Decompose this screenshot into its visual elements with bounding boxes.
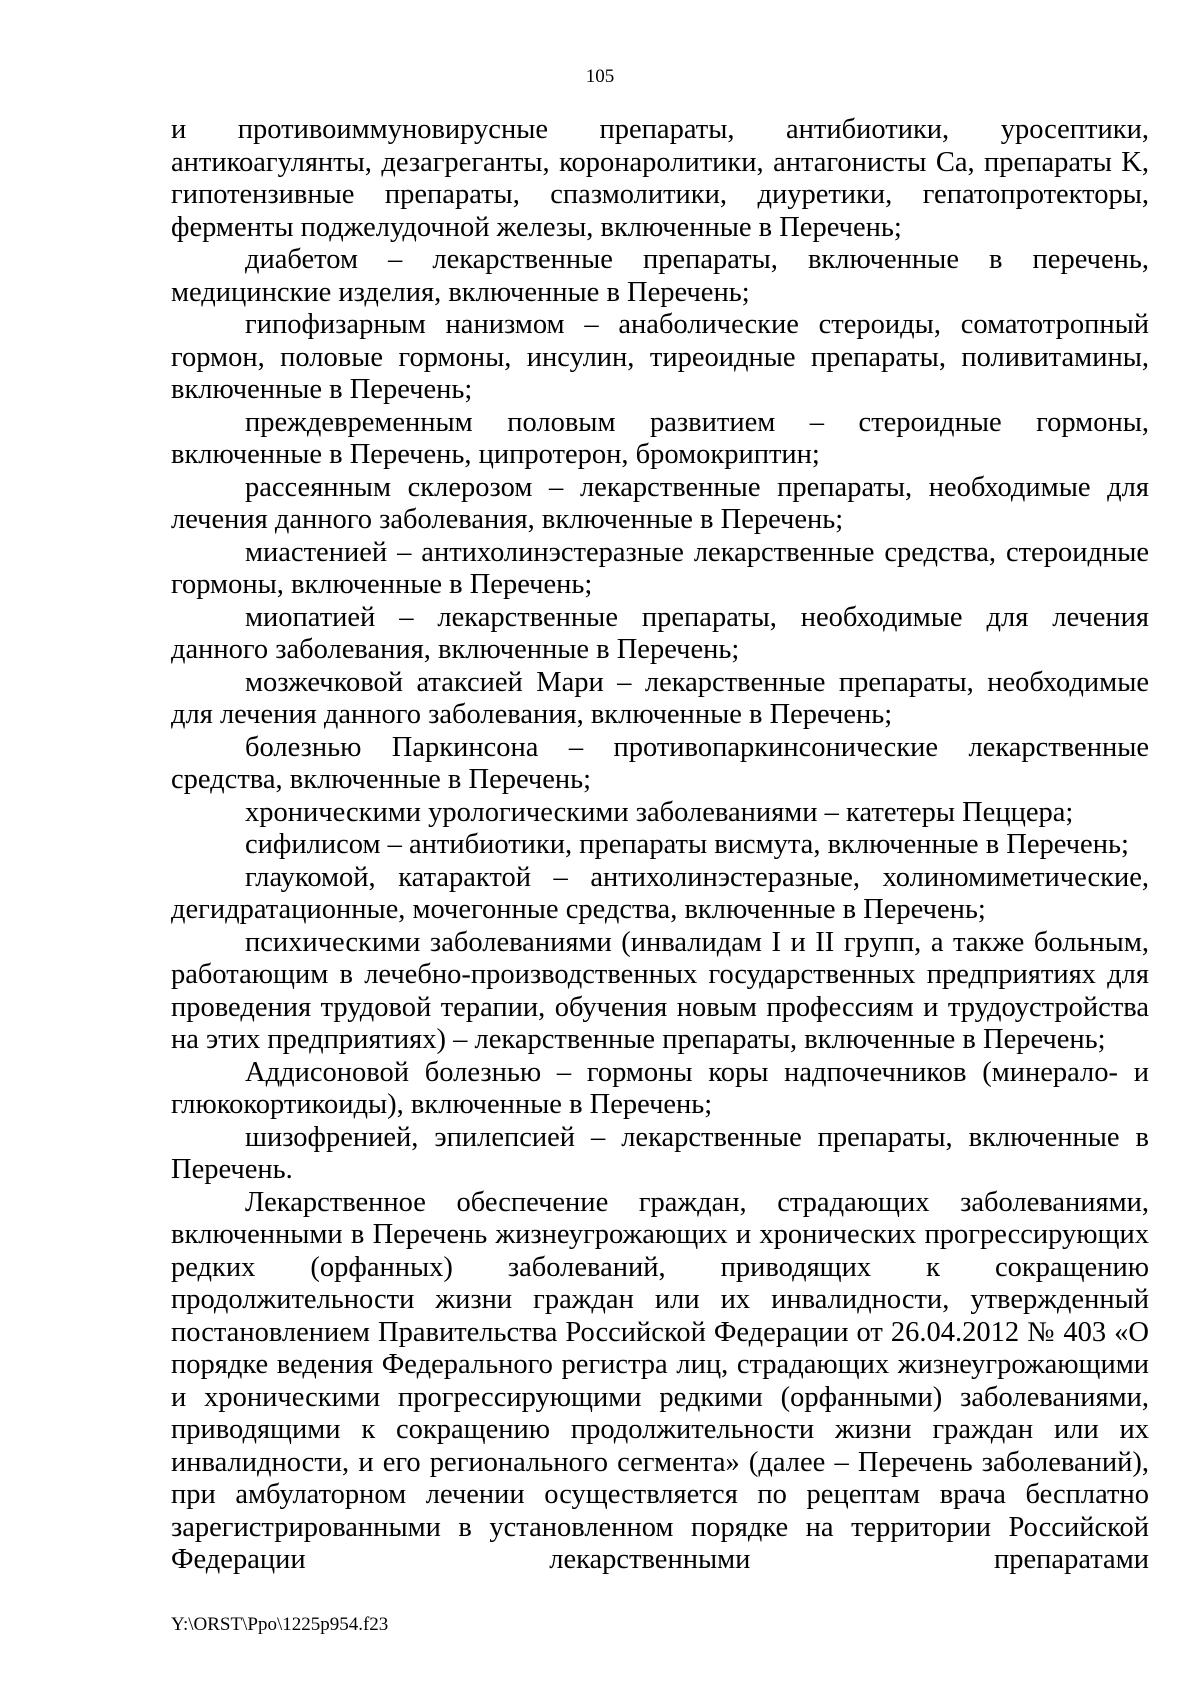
paragraph-syphilis: сифилисом – антибиотики, препараты висмута, включенные в Перечень; [245, 829, 1129, 860]
paragraph-orphan-diseases: Лекарственное обеспечение граждан, страдающих заболеваниями, включенными в Перечень жизнеугрожающих и хронических прогрессирующих редких (орфанных) заболеваний, приводящих к сокращению продолжительности жизни граждан или их инвалидности, утвержденный постановлением Правительства Российской Федерации от 26.04.2012 № 403 «О порядке ведения Федерального регистра лиц, страдающих жизнеугрожающими и хроническими прогрессирующими редкими (орфанными) заболеваниями, приводящими к сокращению продолжительности жизни граждан или их инвалидности, и его регионального сегмента» (далее – Перечень заболеваний), при амбулаторном лечении осуществляется по рецептам врача бесплатно зарегистрированными в установленном порядке на территории Российской Федерации лекарственными препаратами [171, 1186, 1149, 1575]
paragraph-schizophrenia: шизофренией, эпилепсией – лекарственные препараты, включенные в Перечень. [171, 1121, 1149, 1185]
page-number: 105 [585, 66, 615, 87]
document-body [171, 114, 1149, 1577]
paragraph-precocious-puberty: преждевременным половым развитием – стероидные гормоны, включенные в Перечень, ципротерон, бромокриптин; [171, 406, 1149, 470]
paragraph-continuation: и противоиммуновирусные препараты, антибиотики, уросептики, антикоагулянты, дезагреганты, коронаролитики, антагонисты Са, препараты K, гипотензивные препараты, спазмолитики, диуретики, гепатопротекторы, ферменты поджелудочной железы, включенные в Перечень; [171, 114, 1149, 243]
paragraph-myopathy: миопатией – лекарственные препараты, необходимые для лечения данного заболевания, включенные в Перечень; [171, 601, 1149, 665]
paragraph-parkinson: болезнью Паркинсона – противопаркинсонические лекарственные средства, включенные в Перечень; [171, 731, 1149, 795]
paragraph-glaucoma: глаукомой, катарактой – антихолинэстеразные, холиномиметические, дегидратационные, мочегонные средства, включенные в Перечень; [171, 861, 1149, 925]
paragraph-diabetes: диабетом – лекарственные препараты, включенные в перечень, медицинские изделия, включенные в Перечень; [171, 244, 1149, 308]
paragraph-marie-ataxia: мозжечковой атаксией Мари – лекарственные препараты, необходимые для лечения данного заболевания, включенные в Перечень; [171, 666, 1149, 730]
paragraph-addison: Аддисоновой болезнью – гормоны коры надпочечников (минерало- и глюкокортикоиды), включенные в Перечень; [171, 1056, 1149, 1120]
paragraph-pituitary-dwarfism: гипофизарным нанизмом – анаболические стероиды, соматотропный гормон, половые гормоны, инсулин, тиреоидные препараты, поливитамины, включенные в Перечень; [171, 309, 1149, 405]
file-path-footer: Y:\ORST\Ppo\1225p954.f23 [171, 1614, 389, 1635]
paragraph-mental-illness: психическими заболеваниями (инвалидам I и II групп, а также больным, работающим в лечебно-производственных государственных предприятиях для проведения трудовой терапии, обучения новым профессиям и трудоустройства на этих предприятиях) – лекарственные препараты, включенные в Перечень; [171, 926, 1149, 1055]
paragraph-urological: хроническими урологическими заболеваниями – катетеры Пеццера; [245, 796, 1074, 828]
paragraph-myasthenia: миастенией – антихолинэстеразные лекарственные средства, стероидные гормоны, включенные в Перечень; [171, 536, 1149, 600]
paragraph-multiple-sclerosis: рассеянным склерозом – лекарственные препараты, необходимые для лечения данного заболевания, включенные в Перечень; [171, 471, 1149, 535]
